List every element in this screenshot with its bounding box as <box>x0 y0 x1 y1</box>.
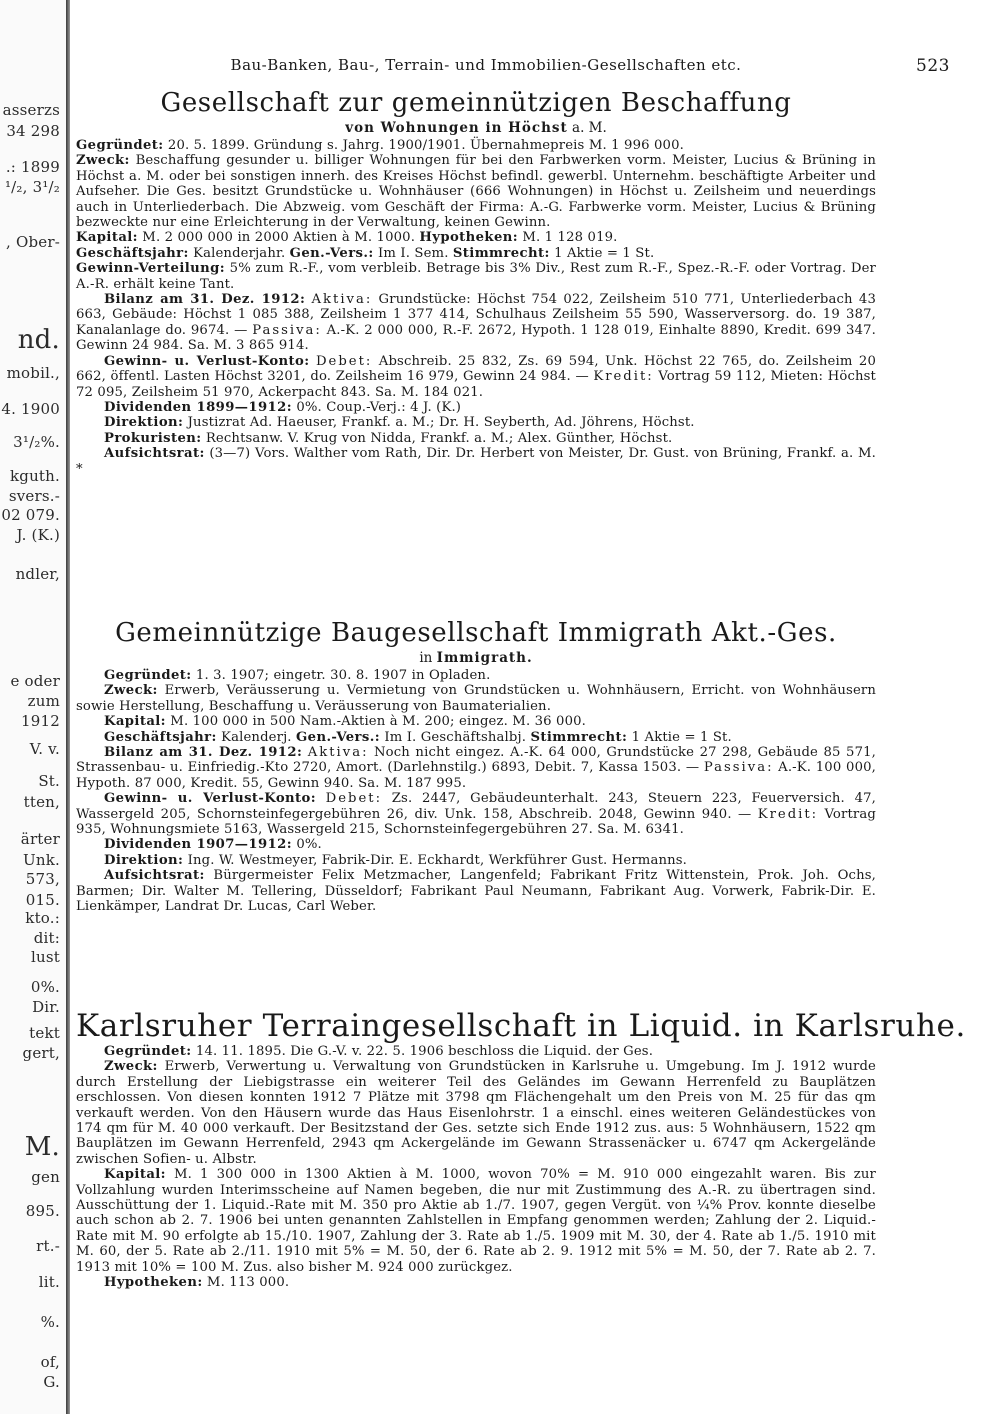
field-label: Gewinn-Verteilung: <box>76 261 226 277</box>
field-label: Gewinn- u. Verlust-Konto: <box>104 353 310 369</box>
entry-paragraph <box>76 683 876 714</box>
margin-text-fragment: G. <box>43 1373 60 1391</box>
field-label: Stimmrecht: <box>452 245 550 261</box>
company-location <box>76 120 876 136</box>
entry-paragraph <box>76 791 876 837</box>
entry-paragraph <box>76 668 876 683</box>
field-value: 5% zum R.-F., vom verbleib. Betrage bis 3% Div., Rest zum R.-F., Spez.-R.-F. oder Vortrag. Der A.-R. erhält keine Tant. <box>76 261 876 292</box>
margin-text-fragment: e oder <box>10 672 60 690</box>
margin-text-fragment: 0%. <box>30 978 60 996</box>
entry-paragraph <box>76 415 876 430</box>
field-label: Bilanz am 31. Dez. 1912: <box>104 292 306 308</box>
field-label: Prokuristen: <box>104 430 202 446</box>
margin-text-fragment: St. <box>38 772 60 790</box>
entry-paragraph <box>76 1044 876 1059</box>
margin-text-fragment: ndler, <box>15 565 60 583</box>
margin-text-fragment: V. v. <box>29 740 60 758</box>
margin-text-fragment: 015. <box>25 891 60 909</box>
field-value <box>316 791 326 806</box>
field-value: M. 113 000. <box>202 1275 290 1291</box>
entry-paragraph <box>76 745 876 791</box>
margin-text-fragment: mobil., <box>6 364 60 382</box>
margin-text-fragment: dit: <box>33 929 60 947</box>
field-label: Zweck: <box>104 1059 158 1075</box>
margin-text-fragment: Dir. <box>32 998 60 1016</box>
account-side-label: Passiva: <box>252 322 322 338</box>
field-value: Vortrag 935, Wohnungsmiete 5163, Wassergeld 215, Schornsteinfegergebühren 27. Sa. M. 6341. <box>76 806 876 838</box>
company-entry <box>76 618 876 915</box>
entry-paragraph <box>76 1059 876 1167</box>
entry-paragraph <box>76 153 876 230</box>
field-label: Gewinn- u. Verlust-Konto: <box>104 791 316 807</box>
field-label: Kapital: <box>104 1167 166 1183</box>
field-label: Hypotheken: <box>104 1275 203 1291</box>
margin-text-fragment: .: 1899 <box>5 158 60 176</box>
entry-paragraph <box>76 431 876 446</box>
margin-text-fragment: ¹/₂, 3¹/₂ <box>4 178 60 196</box>
entry-paragraph <box>76 853 876 868</box>
entry-paragraph <box>76 261 876 292</box>
field-value: 20. 5. 1899. Gründung s. Jahrg. 1900/1901. Übernahmepreis M. 1 996 000. <box>163 138 684 153</box>
field-value: Noch nicht eingez. A.-K. 64 000, Grundstücke 27 298, Gebäude 85 571, Strassenbau- u. Einfriedig.-Kto 2720, Amort. (Darlehnstilg.) 6893, Debit. 7, Kassa 1503. — <box>76 745 877 776</box>
entry-paragraph <box>76 837 876 852</box>
field-value: 1 Aktie = 1 St. <box>549 245 655 261</box>
field-value: Erwerb, Verwertung u. Verwaltung von Grundstücken in Karlsruhe u. Umgebung. Im J. 1912 wurde durch Erstellung der Liebigstrasse ein weiterer Teil des Geländes im Gewann Herrenfeld zu Bauplätzen erschlossen. Von diesen konnten 1912 7 Plätze mit 3798 qm Flächengehalt um den Preis von M. 25 für das qm verkauft werden. Von den Häusern wurde das Haus Eisenlohrstr. 1 a einschl. eines weiteren Geländestückes von 174 qm für M. 40 000 verkauft. Der Besitzstand der Ges. setzte sich Ende 1912 zus. aus: 5 Wohnhäusern, 1522 qm Bauplätzen im Gewann Herrenfeld, 2943 qm Ackergelände im Gewann Strassenäcker u. 6747 qm Ackergelände zwischen Sofien- u. Albstr. <box>76 1059 876 1167</box>
margin-text-fragment: 3¹/₂%. <box>13 433 60 451</box>
company-entry <box>76 88 876 477</box>
field-label: Dividenden 1907—1912: <box>104 837 292 853</box>
field-label: Gen.-Vers.: <box>289 245 374 261</box>
field-label: Gen.-Vers.: <box>296 729 380 745</box>
company-title: Gesellschaft zur gemeinnützigen Beschaffung <box>160 88 792 118</box>
field-label: Gegründet: <box>76 138 164 153</box>
margin-text-fragment: kto.: <box>25 909 60 927</box>
field-value: Grundstücke: Höchst 754 022, Zeilsheim 510 771, Unterliederbach 43 663, Gebäude: Höchst 1 085 388, Zeilsheim 1 377 414, Schulhaus Zeilsheim 55 590, Wasserversorg. do. 19 387, Kanalanlage do. 9674. — <box>76 292 877 338</box>
margin-text-fragment: tekt <box>29 1024 60 1042</box>
margin-text-fragment: %. <box>40 1313 60 1331</box>
margin-text-fragment: Unk. <box>23 851 60 869</box>
entry-paragraph <box>76 400 876 415</box>
field-value: 0%. Coup.-Verj.: 4 J. (K.) <box>291 399 462 415</box>
field-label: Zweck: <box>76 153 130 169</box>
margin-text-fragment: nd. <box>17 325 60 355</box>
field-value: 1 Aktie = 1 St. <box>627 729 732 745</box>
field-label: Kapital: <box>104 714 166 730</box>
field-value: Im I. Geschäftshalbj. <box>380 729 531 745</box>
field-value: A.-K. 2 000 000, R.-F. 2672, Hypoth. 1 128 019, Einhalte 8890, Kredit. 699 347. Gewinn 24 984. Sa. M. 3 865 914. <box>76 322 876 354</box>
margin-text-fragment: gert, <box>22 1044 60 1062</box>
page <box>76 0 976 1414</box>
left-page-margin-fragment <box>0 0 66 1414</box>
company-title: Karlsruher Terraingesellschaft in Liquid. in Karlsruhe. <box>76 1008 966 1044</box>
field-label: Direktion: <box>104 852 184 868</box>
entry-paragraph <box>76 354 876 400</box>
field-label: Aufsichtsrat: <box>104 868 205 884</box>
entry-paragraph <box>76 138 876 153</box>
field-value: Erwerb, Veräusserung u. Vermietung von Grundstücken u. Wohnhäusern, Erricht. von Wohnhäusern sowie Herstellung, Beschaffung u. Veräusserung von Baumaterialien. <box>76 683 876 714</box>
margin-text-fragment: gen <box>31 1168 60 1186</box>
field-label: Zweck: <box>104 683 158 699</box>
field-value: Zs. 2447, Gebäudeunterhalt. 243, Steuern 223, Feuerversich. 47, Wassergeld 205, Schornsteinfegergebühren 26, div. Unk. 158, Abschreib. 2048, Gewinn 940. — <box>76 791 876 822</box>
field-label: Bilanz am 31. Dez. 1912: <box>104 745 303 761</box>
margin-text-fragment: svers.- <box>8 487 60 505</box>
account-side-label: Passiva: <box>703 760 774 776</box>
margin-text-fragment: J. (K.) <box>16 526 60 544</box>
entry-paragraph <box>76 230 876 245</box>
field-value: Justizrat Ad. Haeuser, Frankf. a. M.; Dr. H. Seyberth, Ad. Jöhrens, Höchst. <box>183 415 695 431</box>
field-label: Geschäftsjahr: <box>104 729 217 745</box>
margin-text-fragment: 4. 1900 <box>1 400 60 418</box>
running-head: Bau-Banken, Bau-, Terrain- und Immobilien-Gesellschaften etc. <box>230 56 742 74</box>
margin-text-fragment: kguth. <box>9 467 60 485</box>
margin-text-fragment: 573, <box>25 870 60 888</box>
company-title: Gemeinnützige Baugesellschaft Immigrath Akt.-Ges. <box>115 618 837 648</box>
margin-text-fragment: rt.- <box>36 1237 60 1255</box>
field-label: Stimmrecht: <box>530 729 628 745</box>
entry-paragraph <box>76 292 876 354</box>
margin-text-fragment: 34 298 <box>6 122 60 140</box>
field-value: M. 1 300 000 in 1300 Aktien à M. 1000, wovon 70% = M. 910 000 eingezahlt waren. Bis zur Vollzahlung wurden Interimsscheine auf Namen begeben, die nur mit Zustimmung des A.-R. zu übertragen sind. Ausschüttung der 1. Liquid.-Rate mit M. 350 pro Aktie ab 1./7. 1907, gegen Vergüt. von ¼% Prov. konnte dieselbe auch schon ab 2. 7. 1906 bei unten genannten Zahlstellen in Empfang genommen werden; Zahlung der 2. Liquid.-Rate mit M. 90 erfolgte ab 15./10. 1907, Zahlung der 3. Rate ab 1./5. 1909 mit M. 30, der 4. Rate ab 1./5. 1910 mit M. 60, der 5. Rate ab 2./11. 1910 mit 5% = M. 50, der 6. Rate ab 2. 9. 1912 mit 5% = M. 50, der 7. Rate ab 2. 7. 1913 mit 10% = 100 M. Zus. also bisher M. 924 000 zurückgez. <box>76 1167 876 1275</box>
field-value: Im I. Sem. <box>373 245 453 261</box>
field-value: (3—7) Vors. Walther vom Rath, Dir. Dr. Herbert von Meister, Dr. Gust. von Brüning, Frankf. a. M. * <box>76 446 876 477</box>
entry-paragraph <box>76 1167 876 1275</box>
field-label: Hypotheken: <box>419 230 518 246</box>
field-value: Bürgermeister Felix Metzmacher, Langenfeld; Fabrikant Fritz Wittenstein, Prok. Joh. Ochs, Barmen; Dir. Walter M. Tellering, Düsseldorf; Fabrikant Paul Neumann, Fabrikant Aug. Vorwerk, Fabrik-Dir. E. Lienkämper, Landrat Dr. Lucas, Carl Weber. <box>76 868 876 915</box>
field-value: Abschreib. 25 832, Zs. 69 594, Unk. Höchst 22 765, do. Zeilsheim 20 662, öffentl. Lasten Höchst 3201, do. Zeilsheim 16 979, Gewinn 24 984. — <box>76 353 876 385</box>
company-entry <box>76 1008 966 1291</box>
margin-text-fragment: zum <box>27 692 60 710</box>
entry-paragraph <box>76 246 876 261</box>
page-number: 523 <box>916 56 950 76</box>
margin-text-fragment: 02 079. <box>1 506 60 524</box>
field-value: Vortrag 59 112, Mieten: Höchst 72 095, Zeilsheim 51 970, Ackerpacht 843. Sa. M. 184 021. <box>76 369 876 400</box>
field-label: Geschäftsjahr: <box>76 245 189 261</box>
account-side-label: Kredit: <box>593 369 654 385</box>
field-value: Kalenderjahr. <box>188 245 290 261</box>
margin-text-fragment: , Ober- <box>6 233 60 251</box>
margin-text-fragment: of, <box>40 1353 60 1371</box>
field-value: 14. 11. 1895. Die G.-V. v. 22. 5. 1906 beschloss die Liquid. der Ges. <box>191 1044 654 1059</box>
field-label: Gegründet: <box>104 668 192 683</box>
location-prefix: in <box>419 650 437 666</box>
account-side-label: Aktiva: <box>307 745 369 761</box>
location-prefix: von Wohnungen in Höchst <box>345 120 568 136</box>
margin-text-fragment: ärter <box>20 830 60 848</box>
account-side-label: Kredit: <box>757 806 819 822</box>
field-label: Dividenden 1899—1912: <box>104 399 292 415</box>
entry-paragraph <box>76 446 876 477</box>
entry-paragraph <box>76 868 876 914</box>
entry-paragraph <box>76 730 876 745</box>
account-side-label: Debet: <box>315 353 373 369</box>
field-label: Gegründet: <box>104 1044 192 1059</box>
location-suffix: a. M. <box>567 120 607 136</box>
account-side-label: Aktiva: <box>311 292 373 308</box>
entry-paragraph <box>76 714 876 729</box>
margin-text-fragment: 895. <box>25 1202 60 1220</box>
field-value: M. 1 128 019. <box>518 230 618 246</box>
field-value: M. 2 000 000 in 2000 Aktien à M. 1000. <box>137 230 420 246</box>
margin-text-fragment: M. <box>24 1132 60 1162</box>
field-value: Rechtsanw. V. Krug von Nidda, Frankf. a. M.; Alex. Günther, Höchst. <box>201 430 673 446</box>
entry-paragraph <box>76 1275 876 1290</box>
account-side-label: Debet: <box>325 791 383 807</box>
margin-text-fragment: lit. <box>38 1273 60 1291</box>
margin-text-fragment: asserzs <box>2 101 60 119</box>
field-value: A.-K. 100 000, Hypoth. 87 000, Kredit. 55, Gewinn 940. Sa. M. 187 995. <box>76 760 876 791</box>
field-label: Direktion: <box>104 415 184 431</box>
company-location <box>76 650 876 666</box>
location-name: Immigrath. <box>436 650 533 666</box>
field-value: M. 100 000 in 500 Nam.-Aktien à M. 200; eingez. M. 36 000. <box>165 714 587 730</box>
field-value: Ing. W. Westmeyer, Fabrik-Dir. E. Eckhardt, Werkführer Gust. Hermanns. <box>183 852 688 868</box>
field-label: Aufsichtsrat: <box>104 446 205 462</box>
margin-text-fragment: 1912 <box>21 712 60 730</box>
field-value: Kalenderj. <box>216 729 296 745</box>
field-label: Kapital: <box>76 230 138 246</box>
margin-text-fragment: tten, <box>23 793 60 811</box>
page-fold <box>66 0 70 1414</box>
field-value: Beschaffung gesunder u. billiger Wohnungen für bei den Farbwerken vorm. Meister, Lucius & Brüning in Höchst a. M. oder bei sonstigen innerh. des Kreises Höchst befindl. gewerbl. Unternehm. beschäftigte Arbeiter und Aufseher. Die Ges. besitzt Grundstücke u. Wohnhäuser (666 Wohnungen) in Höchst u. Zeilsheim und neuerdings auch in Unterliederbach. Die Abzweig. vom Geschäft der Firma: A.-G. Farbwerke vorm. Meister, Lucius & Brüning bezweckte nur eine Erleichterung in der Verwaltung, keinen Gewinn. <box>76 153 876 231</box>
margin-text-fragment: lust <box>31 948 60 966</box>
field-value: 0%. <box>291 837 322 853</box>
field-value: 1. 3. 1907; eingetr. 30. 8. 1907 in Opladen. <box>191 668 491 683</box>
